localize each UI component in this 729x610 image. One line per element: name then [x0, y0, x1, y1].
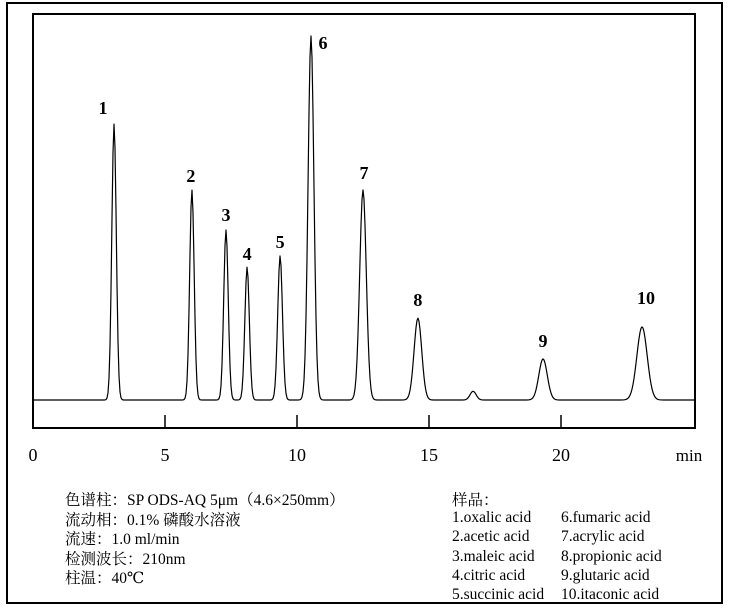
legend-item: 9.glutaric acid: [561, 566, 650, 584]
chromatogram-curve: [33, 36, 694, 400]
legend-item: 5.succinic acid: [452, 586, 545, 604]
legend-item: 6.fumaric acid: [561, 509, 651, 526]
peak-label-8: 8: [413, 290, 423, 311]
legend-item: 7.acrylic acid: [561, 528, 645, 546]
x-axis-tick-label: 10: [288, 445, 306, 465]
peak-label-9: 9: [538, 330, 548, 351]
condition-temperature: 柱温：40℃: [65, 570, 145, 588]
x-axis-tick-label: 5: [160, 445, 170, 465]
chromatogram-layer: [29, 14, 696, 465]
x-axis-tick-label: 20: [552, 445, 570, 465]
peak-label-2: 2: [186, 166, 196, 186]
legend-item: 1.oxalic acid: [452, 509, 532, 526]
x-axis-unit-label: min: [675, 446, 703, 465]
x-axis-tick-label: 15: [420, 445, 438, 465]
x-axis-tick-label: 0: [28, 445, 38, 465]
legend-item: 2.acetic acid: [452, 528, 530, 546]
peak-label-1: 1: [98, 98, 108, 119]
condition-column: 色谱柱：SP ODS-AQ 5μm（4.6×250mm）: [65, 492, 345, 509]
analysis-conditions: [65, 491, 345, 589]
legend-item: 3.maleic acid: [452, 547, 535, 565]
peak-label-4: 4: [242, 244, 252, 265]
peak-label-3: 3: [221, 205, 231, 225]
sample-legend-column-1: [452, 508, 544, 604]
sample-legend-title: 样品：: [452, 492, 499, 509]
peak-label-6: 6: [318, 33, 328, 53]
peak-label-5: 5: [275, 231, 285, 252]
plot-box: [33, 14, 695, 428]
condition-mobile-phase: 流动相：0.1% 磷酸水溶液: [65, 511, 241, 529]
legend-item: 4.citric acid: [452, 566, 526, 584]
legend-item: 8.propionic acid: [561, 547, 662, 565]
condition-flow-rate: 流速：1.0 ml/min: [65, 531, 180, 549]
sample-legend-column-2: [561, 508, 662, 604]
peak-label-10: 10: [637, 287, 655, 308]
condition-wavelength: 检测波长：210nm: [65, 550, 186, 568]
legend-item: 10.itaconic acid: [561, 586, 660, 604]
peak-label-7: 7: [359, 163, 369, 183]
